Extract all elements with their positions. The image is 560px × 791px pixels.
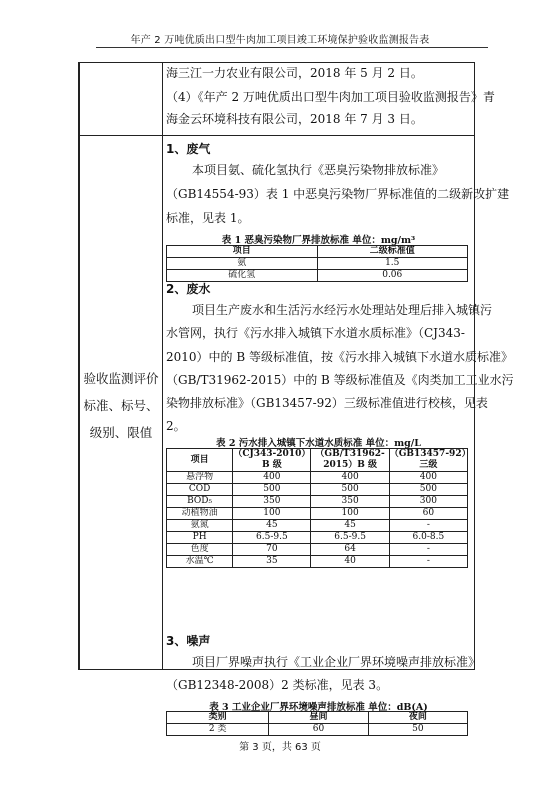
table2-cell: 水温℃ [167, 556, 233, 568]
table2-body [167, 472, 468, 568]
table2-cell: 动植物油 [167, 508, 233, 520]
table2-cell: 350 [233, 496, 311, 508]
table2-cell: 6.5-9.5 [233, 532, 311, 544]
table-row [167, 484, 468, 496]
table-row [167, 270, 468, 282]
table2-cell: - [389, 544, 467, 556]
table2-cell: - [389, 556, 467, 568]
table2-cell: 500 [311, 484, 389, 496]
table3-cell: 2 类 [167, 724, 269, 736]
table1-header-cell: 项目 [167, 246, 318, 258]
table2-cell: 350 [311, 496, 389, 508]
reference-line-3: 海金云环境科技有限公司，2018 年 7 月 3 日。 [166, 112, 423, 126]
section2-line-1: 项目生产废水和生活污水经污水处理站处理后排入城镇污 [192, 303, 493, 317]
table2-cell: BOD₅ [167, 496, 233, 508]
table-row [167, 520, 468, 532]
row-label [82, 365, 160, 446]
table1-header-cell: 二级标准值 [317, 246, 468, 258]
section-heading-waste-gas: 1、废气 [166, 142, 211, 156]
table2-cell: 45 [311, 520, 389, 532]
section2-line-3: 2010）中的 B 等级标准值，按《污水排入城镇下水道水质标准》 [166, 350, 513, 364]
page-footer: 第 3 页，共 63 页 [239, 742, 321, 753]
section1-line-2: （GB14554-93）表 1 中恶臭污染物厂界标准值的二级新改扩建 [166, 187, 510, 201]
section2-line-4: （GB/T31962-2015）中的 B 等级标准值及《肉类加工工业水污 [166, 373, 514, 387]
table1-caption: 表 1 恶臭污染物厂界排放标准 单位：mg/m³ [221, 235, 416, 246]
table2-cell: 500 [389, 484, 467, 496]
table-row [167, 544, 468, 556]
table1 [166, 245, 468, 282]
table2-cell: COD [167, 484, 233, 496]
table2-cell: 500 [233, 484, 311, 496]
row-label-line-3: 级别、限值 [89, 425, 153, 440]
table-row [167, 508, 468, 520]
table2-cell: 70 [233, 544, 311, 556]
table2-cell: 400 [233, 472, 311, 484]
table2-header-text: 项目 [190, 454, 209, 465]
table-row [167, 472, 468, 484]
table1-cell: 1.5 [317, 258, 468, 270]
section2-line-2: 水管网，执行《污水排入城镇下水道水质标准》（CJ343- [166, 326, 465, 340]
report-table-frame [78, 62, 514, 734]
table3-cell: 60 [269, 724, 368, 736]
table2-header-text: （GB13457-92） [389, 449, 471, 459]
section3-line-2: （GB12348-2008）2 类标准，见表 3。 [166, 678, 389, 692]
row-separator-right [162, 135, 474, 136]
table2-header-cell [311, 449, 389, 472]
table2-header-text: 三级 [419, 460, 438, 470]
row-separator-left [80, 135, 162, 136]
table-row [167, 258, 468, 270]
section1-line-1: 本项目氨、硫化氢执行《恶臭污染物排放标准》 [192, 163, 445, 177]
table3-header-cell: 类别 [167, 712, 269, 724]
section2-line-5: 染物排放标准》（GB13457-92）三级标准值进行校核，见表 [166, 396, 488, 410]
table-row [167, 724, 468, 736]
table2-header-cell [233, 449, 311, 472]
table3-cell: 50 [368, 724, 467, 736]
table2-cell: 400 [389, 472, 467, 484]
table2-cell: 6.5-9.5 [311, 532, 389, 544]
table-header-row [167, 449, 468, 472]
section-heading-noise: 3、噪声 [166, 634, 211, 648]
table2-cell: 40 [311, 556, 389, 568]
section3-line-1: 项目厂界噪声执行《工业企业厂界环境噪声排放标准》 [192, 655, 481, 669]
table2-header-text: B 级 [261, 460, 282, 470]
table2-cell: 悬浮物 [167, 472, 233, 484]
table1-cell: 0.06 [317, 270, 468, 282]
table2-header-text: 2015）B 级 [323, 460, 377, 470]
table2-cell: PH [167, 532, 233, 544]
table2-cell: 氨氮 [167, 520, 233, 532]
header-rule [96, 47, 488, 48]
table2-cell: - [389, 520, 467, 532]
table2-cell: 100 [311, 508, 389, 520]
table2-cell: 35 [233, 556, 311, 568]
table-row [167, 532, 468, 544]
reference-line-2: （4）《年产 2 万吨优质出口型牛肉加工项目验收监测报告》青 [166, 90, 495, 104]
table2-cell: 色度 [167, 544, 233, 556]
section-heading-waste-water: 2、废水 [166, 282, 211, 296]
table1-cell: 硫化氢 [167, 270, 318, 282]
table3-caption: 表 3 工业企业厂界环境噪声排放标准 单位：dB(A) [209, 702, 428, 713]
table2-caption: 表 2 污水排入城镇下水道水质标准 单位：mg/L [216, 438, 421, 449]
table3 [166, 711, 468, 736]
table2-cell: 60 [389, 508, 467, 520]
table2-cell: 64 [311, 544, 389, 556]
table2-header-cell [389, 449, 471, 472]
table2-header-text: （CJ343-2010） [233, 449, 311, 459]
table-header-row [167, 246, 468, 258]
section1-line-3: 标准，见表 1。 [166, 211, 250, 225]
section2-line-6: 2。 [166, 419, 186, 433]
table2-header-text: （GB/T31962- [315, 449, 385, 459]
table-row [167, 556, 468, 568]
table2-cell: 100 [233, 508, 311, 520]
table3-header-cell: 昼间 [269, 712, 368, 724]
table2-cell: 45 [233, 520, 311, 532]
row-label-line-2: 标准、标号、 [83, 398, 159, 413]
reference-line-1: 海三江一力农业有限公司，2018 年 5 月 2 日。 [166, 66, 423, 80]
table-header-row [167, 712, 468, 724]
row-label-line-1: 验收监测评价 [83, 371, 159, 386]
table2 [166, 448, 471, 568]
table3-header-cell: 夜间 [368, 712, 467, 724]
table-row [167, 496, 468, 508]
table2-header-cell [167, 449, 233, 472]
page-header: 年产 2 万吨优质出口型牛肉加工项目竣工环境保护验收监测报告表 [130, 35, 430, 46]
table1-cell: 氨 [167, 258, 318, 270]
table2-cell: 400 [311, 472, 389, 484]
table2-cell: 300 [389, 496, 467, 508]
table2-cell: 6.0-8.5 [389, 532, 467, 544]
